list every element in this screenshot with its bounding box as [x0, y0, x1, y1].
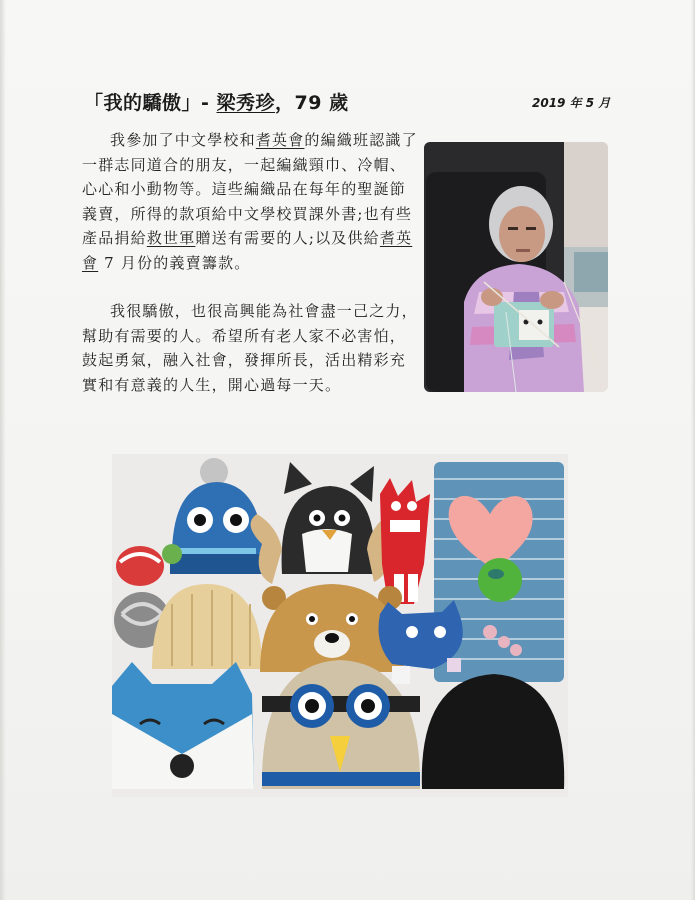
underlined-org-name: 耆英會 — [255, 131, 305, 149]
author-age: ，79 歲 — [275, 92, 349, 114]
paragraph-1-text: 我參加了中文學校和 — [110, 131, 256, 149]
knitted-crafts-photo — [112, 454, 568, 797]
paragraph-1-text: 7 月份的義賣籌款。 — [98, 253, 251, 272]
paragraph-1 — [82, 128, 422, 275]
scan-edge-right — [691, 0, 695, 900]
underlined-org-name: 耆英會 — [82, 229, 413, 272]
author-name: 梁秀珍 — [216, 92, 276, 114]
author-knitting-photo — [424, 142, 608, 392]
paragraph-2 — [82, 299, 422, 397]
paragraph-1-text: 贈送有需要的人;以及供給 — [195, 229, 380, 247]
underlined-org-name: 救世軍 — [146, 229, 196, 247]
paragraph-1-text: 的編織班認識了一群志同道合的朋友，一起編織頸巾、冷帽、心心和小動物等。這些編織品在每年的聖誕節義賣，所得的款項給中文學校買課外書;也有些產品捐給 — [82, 131, 418, 247]
article-body — [82, 128, 422, 397]
article-title — [84, 88, 349, 115]
scan-edge-left — [0, 0, 6, 900]
paragraph-2-text: 我很驕傲，也很高興能為社會盡一己之力，幫助有需要的人。希望所有老人家不必害怕，鼓起勇氣，融入社會，發揮所長，活出精彩充實和有意義的人生，開心過每一天。 — [82, 302, 418, 394]
title-prefix: 「我的驕傲」- — [84, 92, 217, 114]
article-date: 2019 年 5 月 — [532, 96, 611, 110]
